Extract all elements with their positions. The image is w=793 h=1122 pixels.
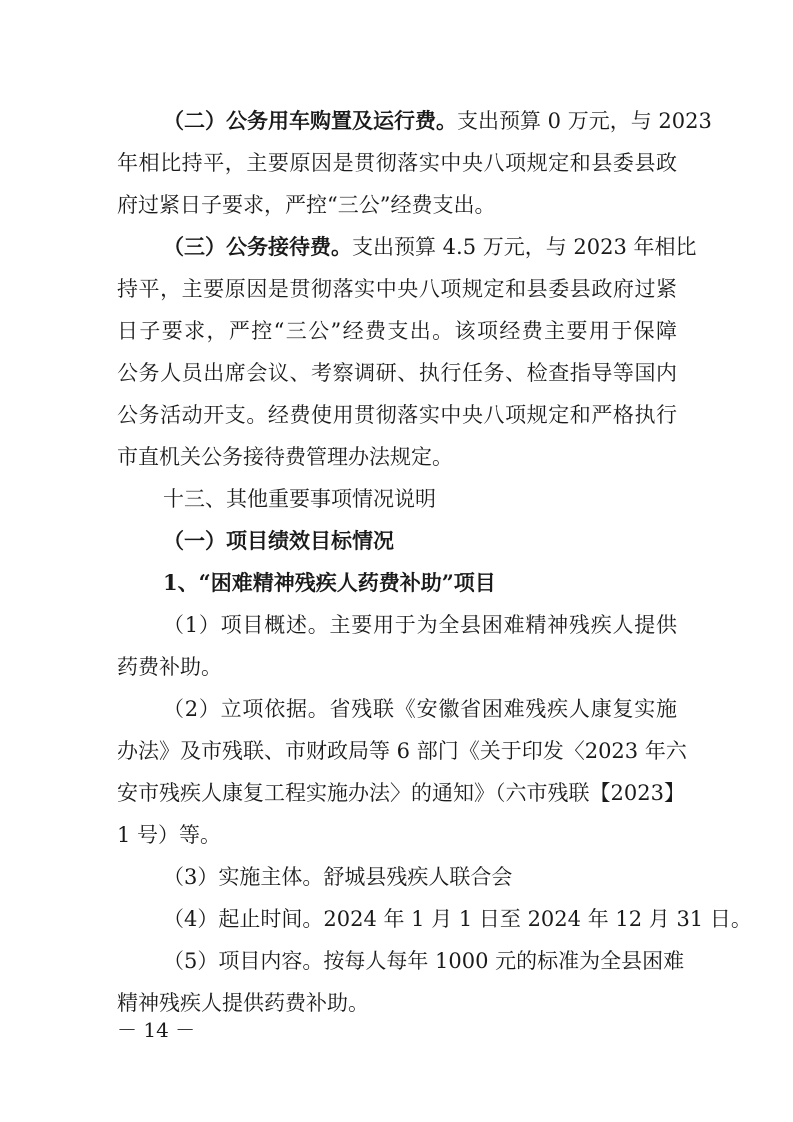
page-number: － 14 － (117, 1018, 196, 1042)
paragraph-line: 精神残疾人提供药费补助。 (117, 991, 369, 1015)
subsection-heading: （一）项目绩效目标情况 (163, 528, 394, 553)
paragraph-line: 日子要求，严控“三公”经费支出。该项经费主要用于保障 (117, 319, 677, 343)
paragraph-line: 府过紧日子要求，严控“三公”经费支出。 (117, 193, 496, 217)
paragraph-line (163, 106, 712, 136)
section-heading-inline: （二）公务用车购置及运行费。 (163, 108, 457, 133)
paragraph-line: （1）项目概述。主要用于为全县困难精神残疾人提供 (163, 613, 677, 637)
paragraph-line (163, 232, 697, 262)
section-heading: 十三、其他重要事项情况说明 (163, 487, 436, 511)
paragraph-line: 安市残疾人康复工程实施办法〉的通知》（六市残联【2023】 (117, 781, 685, 805)
item-heading: 1、“困难精神残疾人药费补助”项目 (163, 570, 496, 595)
paragraph-line: 市直机关公务接待费管理办法规定。 (117, 445, 453, 469)
paragraph-line: 1 号）等。 (117, 823, 222, 847)
paragraph-line: 年相比持平，主要原因是贯彻落实中央八项规定和县委县政 (117, 151, 677, 175)
paragraph-line: 公务人员出席会议、考察调研、执行任务、检查指导等国内 (117, 361, 677, 385)
section-heading-inline: （三）公务接待费。 (163, 234, 352, 259)
paragraph-line: 公务活动开支。经费使用贯彻落实中央八项规定和严格执行 (117, 403, 677, 427)
paragraph-line: （2）立项依据。省残联《安徽省困难残疾人康复实施 (163, 697, 677, 721)
paragraph-line: 持平，主要原因是贯彻落实中央八项规定和县委县政府过紧 (117, 277, 677, 301)
paragraph-line: 药费补助。 (117, 655, 222, 679)
paragraph-line: （5）项目内容。按每人每年 1000 元的标准为全县困难 (163, 949, 685, 973)
line-text: 支出预算 0 万元，与 2023 (457, 109, 712, 133)
line-text: 支出预算 4.5 万元，与 2023 年相比 (352, 235, 697, 259)
paragraph-line: （4）起止时间。2024 年 1 月 1 日至 2024 年 12 月 31 日。 (163, 907, 752, 931)
paragraph-line: （3）实施主体。舒城县残疾人联合会 (163, 865, 513, 889)
paragraph-line: 办法》及市残联、市财政局等 6 部门《关于印发〈2023 年六 (117, 739, 687, 763)
